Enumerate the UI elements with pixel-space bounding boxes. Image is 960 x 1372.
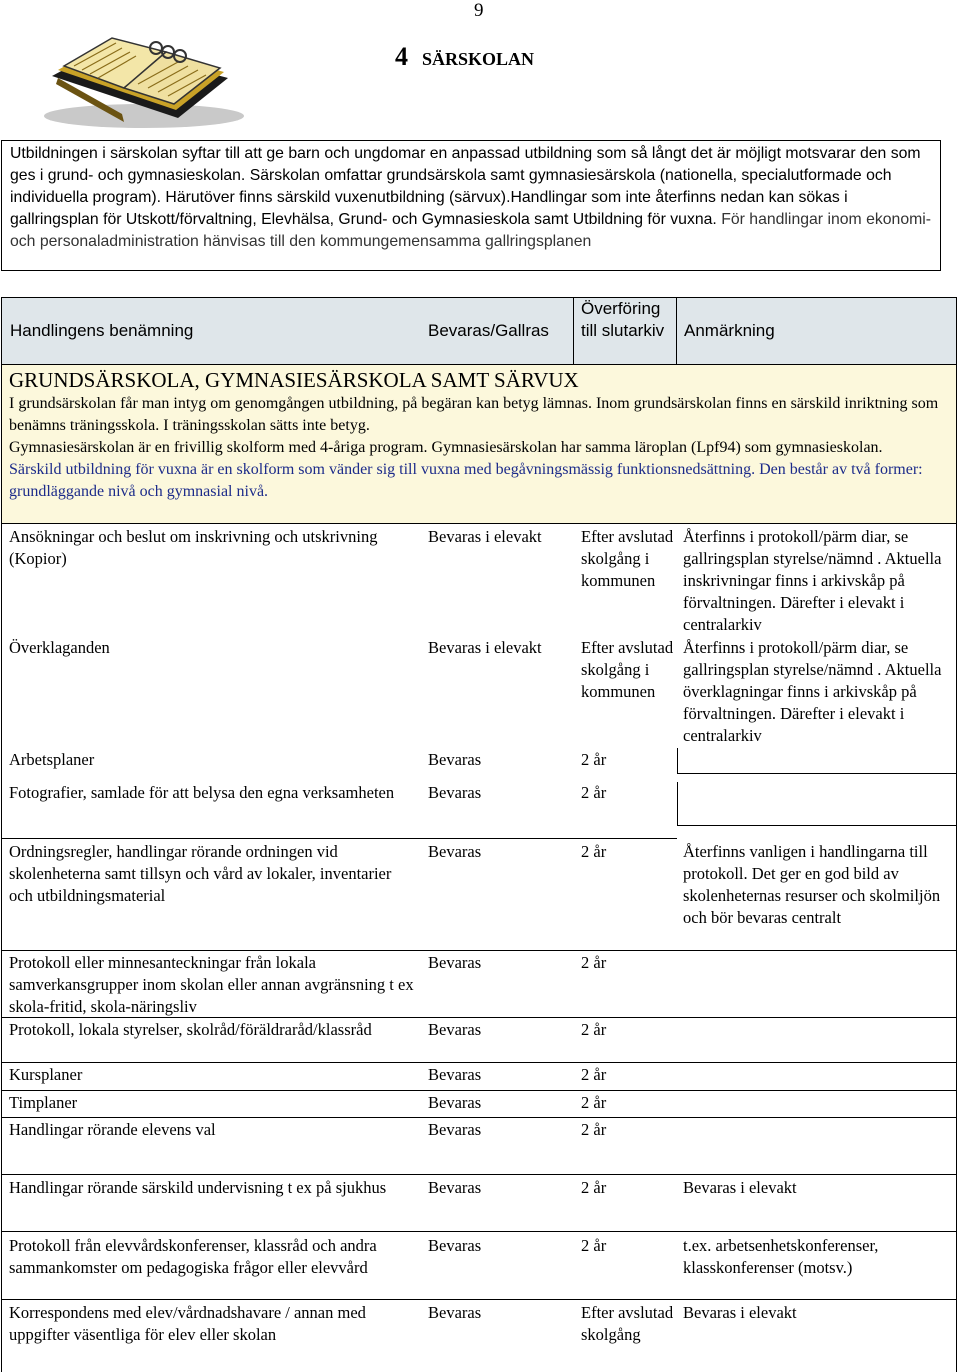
page-number: 9 — [474, 0, 484, 21]
row-transfer: 2 år — [581, 1236, 607, 1255]
row-remark: t.ex. arbetsenhetskonferenser, klasskonferenser (motsv.) — [683, 1236, 879, 1277]
row-name: Kursplaner — [9, 1065, 83, 1084]
row-keep: Bevaras — [428, 1120, 482, 1139]
row-remark: Återfinns vanligen i handlingarna till protokoll. Det ger en god bild av skolenheternas resurser och skolmiljön och bör bevaras centralt — [683, 842, 941, 927]
row-keep: Bevaras — [428, 1093, 482, 1112]
row-transfer: 2 år — [581, 1178, 607, 1197]
row-keep: Bevaras — [428, 1178, 482, 1197]
row-transfer: 2 år — [581, 1065, 607, 1084]
header-name: Handlingens benämning — [10, 321, 194, 340]
row-transfer: 2 år — [581, 1120, 607, 1139]
row-name: Ansökningar och beslut om inskrivning och utskrivning (Kopior) — [9, 527, 378, 568]
row-remark: Bevaras i elevakt — [683, 1178, 797, 1197]
row-name: Korrespondens med elev/vårdnadshavare / annan med uppgifter väsentliga för elev eller skolan — [9, 1303, 366, 1344]
row-keep: Bevaras — [428, 783, 482, 802]
intro-sentence: Utbildningen i särskolan syftar till att ge barn och ungdomar en anpassad utbildning som så långt det är möjligt motsvarar den som ges i grund- och gymnasieskolan. Särskolan omfattar grundsärskola samt gymnasiesärskola (nationella, specialutformade och individuella program). Härutöver finns särskild vuxenutbildning (särvux). — [10, 145, 921, 206]
row-name: Överklaganden — [9, 638, 110, 657]
row-remark: Bevaras i elevakt — [683, 1303, 797, 1322]
row-transfer: Efter avslutad skolgång i kommunen — [581, 527, 674, 590]
intro-sentence: Handlingar som inte återfinns nedan kan sökas i gallringsplan för Utskott/förvaltning, Elevhälsa, Grund- och Gymnasieskola samt Utbildning för vuxna. — [10, 189, 848, 228]
row-name: Protokoll, lokala styrelser, skolråd/föräldraråd/klassråd — [9, 1020, 372, 1039]
row-keep: Bevaras — [428, 1065, 482, 1084]
header-keep: Bevaras/Gallras — [428, 321, 549, 340]
row-keep: Bevaras — [428, 1236, 482, 1255]
table-header-row — [1, 297, 957, 365]
row-transfer: Efter avslutad skolgång — [581, 1303, 674, 1344]
row-transfer: 2 år — [581, 750, 607, 769]
intro-sentence: För handlingar inom ekonomi- och personaladministration hänvisas till den kommungemensamma gallringsplanen — [10, 211, 932, 250]
row-keep: Bevaras — [428, 1303, 482, 1322]
row-transfer: 2 år — [581, 1020, 607, 1039]
row-keep: Bevaras — [428, 842, 482, 861]
section-title: GRUNDSÄRSKOLA, GYMNASIESÄRSKOLA SAMT SÄRVUX — [9, 368, 579, 392]
section-paragraph: Särskild utbildning för vuxna är en skolform som vänder sig till vuxna med begåvningsmässig funktionsnedsättning. Den består av två former: grundläggande nivå och gymnasial nivå. — [9, 461, 923, 500]
row-name: Handlingar rörande elevens val — [9, 1120, 216, 1139]
row-transfer: 2 år — [581, 783, 607, 802]
row-name: Handlingar rörande särskild undervisning t ex på sjukhus — [9, 1178, 387, 1197]
header-remark: Anmärkning — [684, 321, 775, 340]
row-remark: Återfinns i protokoll/pärm diar, se gallringsplan styrelse/nämnd . Aktuella överklagningar finns i arkivskåp på förvaltningen. Därefter i elevakt i centralarkiv — [683, 638, 942, 745]
section-paragraph: I grundsärskolan får man intyg om genomgången utbildning, på begäran kan betyg lämnas. Inom grundsärskolan finns en särskild inriktning som benämns träningsskola. I träningsskolan sätts inte betyg. — [9, 395, 939, 434]
chapter-heading — [395, 42, 534, 72]
chapter-number: 4 — [395, 42, 408, 71]
row-name: Timplaner — [9, 1093, 78, 1112]
section-text — [9, 393, 949, 503]
row-transfer: 2 år — [581, 842, 607, 861]
row-name: Ordningsregler, handlingar rörande ordningen vid skolenheterna samt tillsyn och vård av lokaler, inventarier och utbildningsmaterial — [9, 842, 392, 905]
intro-box — [1, 140, 941, 271]
row-keep: Bevaras — [428, 1020, 482, 1039]
row-name: Protokoll från elevvårdskonferenser, klassråd och andra sammankomster om pedagogiska frågor eller elevvård — [9, 1236, 377, 1277]
section-paragraph: Gymnasiesärskolan är en frivillig skolform med 4-åriga program. Gymnasiesärskolan har samma läroplan (Lpf94) som gymnasieskolan. — [9, 439, 883, 456]
row-keep: Bevaras i elevakt — [428, 527, 542, 546]
row-transfer: 2 år — [581, 1093, 607, 1112]
row-transfer: Efter avslutad skolgång i kommunen — [581, 638, 674, 701]
header-transfer: Överföring till slutarkiv — [581, 299, 665, 340]
row-transfer: 2 år — [581, 953, 607, 972]
empty-remark-box — [677, 782, 956, 826]
row-remark: Återfinns i protokoll/pärm diar, se gallringsplan styrelse/nämnd . Aktuella inskrivningar finns i arkivskåp på förvaltningen. Därefter i elevakt i centralarkiv — [683, 527, 942, 634]
row-keep: Bevaras — [428, 953, 482, 972]
row-name: Protokoll eller minnesanteckningar från lokala samverkansgrupper inom skolan eller annan avgränsning t ex skola-fritid, skola-näringsliv — [9, 953, 414, 1016]
row-keep: Bevaras — [428, 750, 482, 769]
empty-remark-box — [677, 748, 956, 774]
row-name: Fotografier, samlade för att belysa den egna verksamheten — [9, 783, 395, 802]
open-book-illustration — [38, 18, 250, 130]
row-keep: Bevaras i elevakt — [428, 638, 542, 657]
chapter-title: SÄRSKOLAN — [422, 49, 535, 69]
row-name: Arbetsplaner — [9, 750, 95, 769]
